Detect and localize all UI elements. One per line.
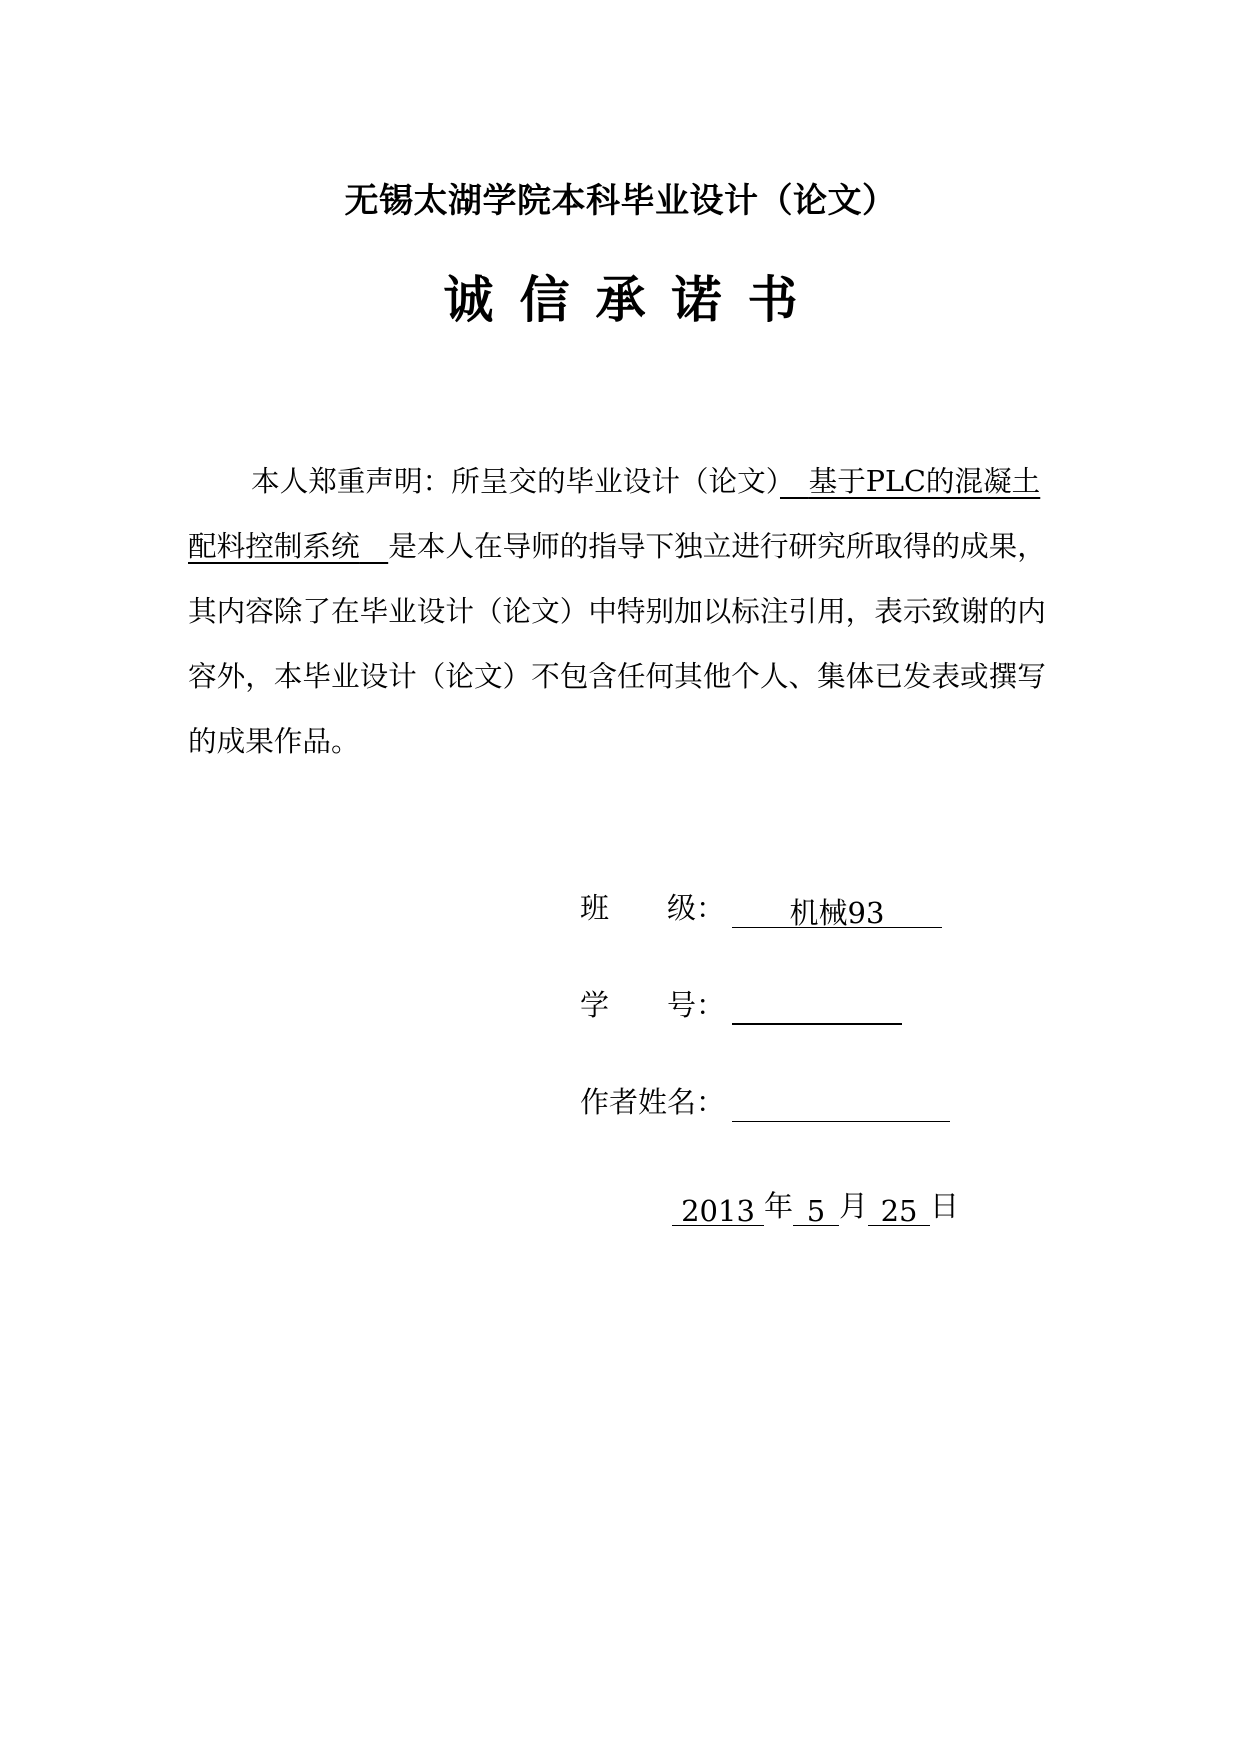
student-id-label: 学 号：	[580, 988, 726, 1022]
document-title: 诚信承诺书	[443, 271, 824, 329]
school-title: 无锡太湖学院本科毕业设计（论文）	[344, 181, 897, 221]
student-id-field	[732, 989, 902, 1025]
declaration-paragraph	[188, 449, 1060, 774]
class-field: 机械93	[732, 893, 942, 928]
date-month: 5	[793, 1191, 839, 1226]
declaration-suffix: 是本人在导师的指导下独立进行研究所取得的成果，其内容除了在毕业设计（论文）中特别加以标注引用，表示致谢的内容外，本毕业设计（论文）不包含任何其他个人、集体已发表或撰写的成果作品。	[188, 529, 1046, 758]
date-year-unit: 年	[764, 1189, 794, 1223]
author-name-field	[732, 1087, 950, 1122]
date-month-unit: 月	[839, 1189, 869, 1223]
declaration-prefix: 本人郑重声明：所呈交的毕业设计（论文）	[251, 464, 780, 498]
author-label: 作者姓名：	[580, 1085, 726, 1119]
thesis-title: 基于PLC的混凝土配料控制系统	[188, 464, 1041, 563]
date-year: 2013	[672, 1191, 764, 1226]
date-day-unit: 日	[930, 1189, 960, 1223]
class-label: 班 级：	[580, 891, 726, 925]
author-row	[580, 1082, 950, 1122]
class-row	[580, 888, 942, 928]
student-id-row	[580, 985, 902, 1025]
date-line	[672, 1186, 959, 1226]
date-day: 25	[868, 1191, 930, 1226]
